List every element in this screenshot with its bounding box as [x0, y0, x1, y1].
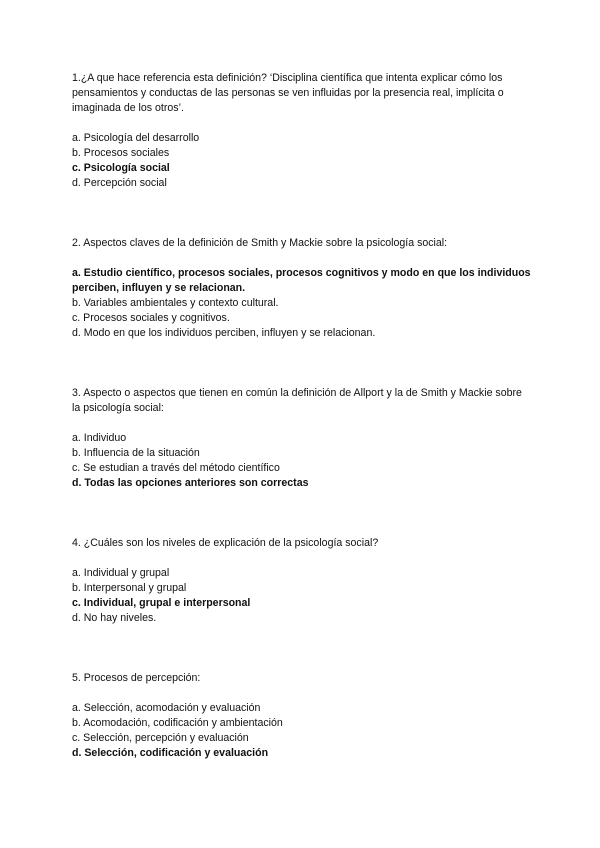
question-1	[72, 71, 532, 191]
option-c: c. Se estudian a través del método científico	[72, 462, 280, 474]
spacer	[72, 191, 532, 236]
document-page	[72, 71, 532, 761]
option-d: d. No hay niveles.	[72, 612, 157, 624]
question-3	[72, 386, 532, 491]
spacer	[72, 341, 532, 386]
option-list	[72, 266, 532, 341]
option-b: b. Procesos sociales	[72, 147, 170, 159]
spacer	[72, 491, 532, 536]
option-d: d. Percepción social	[72, 177, 167, 189]
option-c-correct: c. Individual, grupal e interpersonal	[72, 597, 251, 609]
question-text: 1.¿A que hace referencia esta definición? ‘Disciplina científica que intenta explicar cómo los pensamientos y conductas de las personas se ven influidas por la presencia real, implícita o imaginada de los otros’.	[72, 72, 504, 114]
option-b: b. Influencia de la situación	[72, 447, 200, 459]
option-a: a. Psicología del desarrollo	[72, 132, 200, 144]
option-c: c. Procesos sociales y cognitivos.	[72, 312, 230, 324]
spacer	[72, 626, 532, 671]
question-4	[72, 536, 532, 626]
option-a: a. Individual y grupal	[72, 567, 170, 579]
option-b: b. Interpersonal y grupal	[72, 582, 187, 594]
question-5	[72, 671, 532, 761]
option-a: a. Individuo	[72, 432, 127, 444]
question-text: 5. Procesos de percepción:	[72, 672, 201, 684]
option-b: b. Variables ambientales y contexto cultural.	[72, 297, 279, 309]
question-text: 4. ¿Cuáles son los niveles de explicación de la psicología social?	[72, 537, 379, 549]
option-list	[72, 131, 532, 191]
option-list	[72, 701, 532, 761]
option-d: d. Modo en que los individuos perciben, influyen y se relacionan.	[72, 327, 376, 339]
option-c-correct: c. Psicología social	[72, 162, 170, 174]
question-text: 3. Aspecto o aspectos que tienen en común la definición de Allport y la de Smith y Mackie sobre la psicología social:	[72, 387, 522, 414]
option-c: c. Selección, percepción y evaluación	[72, 732, 249, 744]
option-list	[72, 566, 532, 626]
question-text: 2. Aspectos claves de la definición de Smith y Mackie sobre la psicología social:	[72, 237, 448, 249]
option-a-correct: a. Estudio científico, procesos sociales, procesos cognitivos y modo en que los individuos perciben, influyen y se relacionan.	[72, 267, 531, 294]
option-b: b. Acomodación, codificación y ambientación	[72, 717, 283, 729]
question-2	[72, 236, 532, 341]
option-a: a. Selección, acomodación y evaluación	[72, 702, 261, 714]
option-d-correct: d. Todas las opciones anteriores son correctas	[72, 477, 309, 489]
option-d-correct: d. Selección, codificación y evaluación	[72, 747, 269, 759]
option-list	[72, 431, 532, 491]
